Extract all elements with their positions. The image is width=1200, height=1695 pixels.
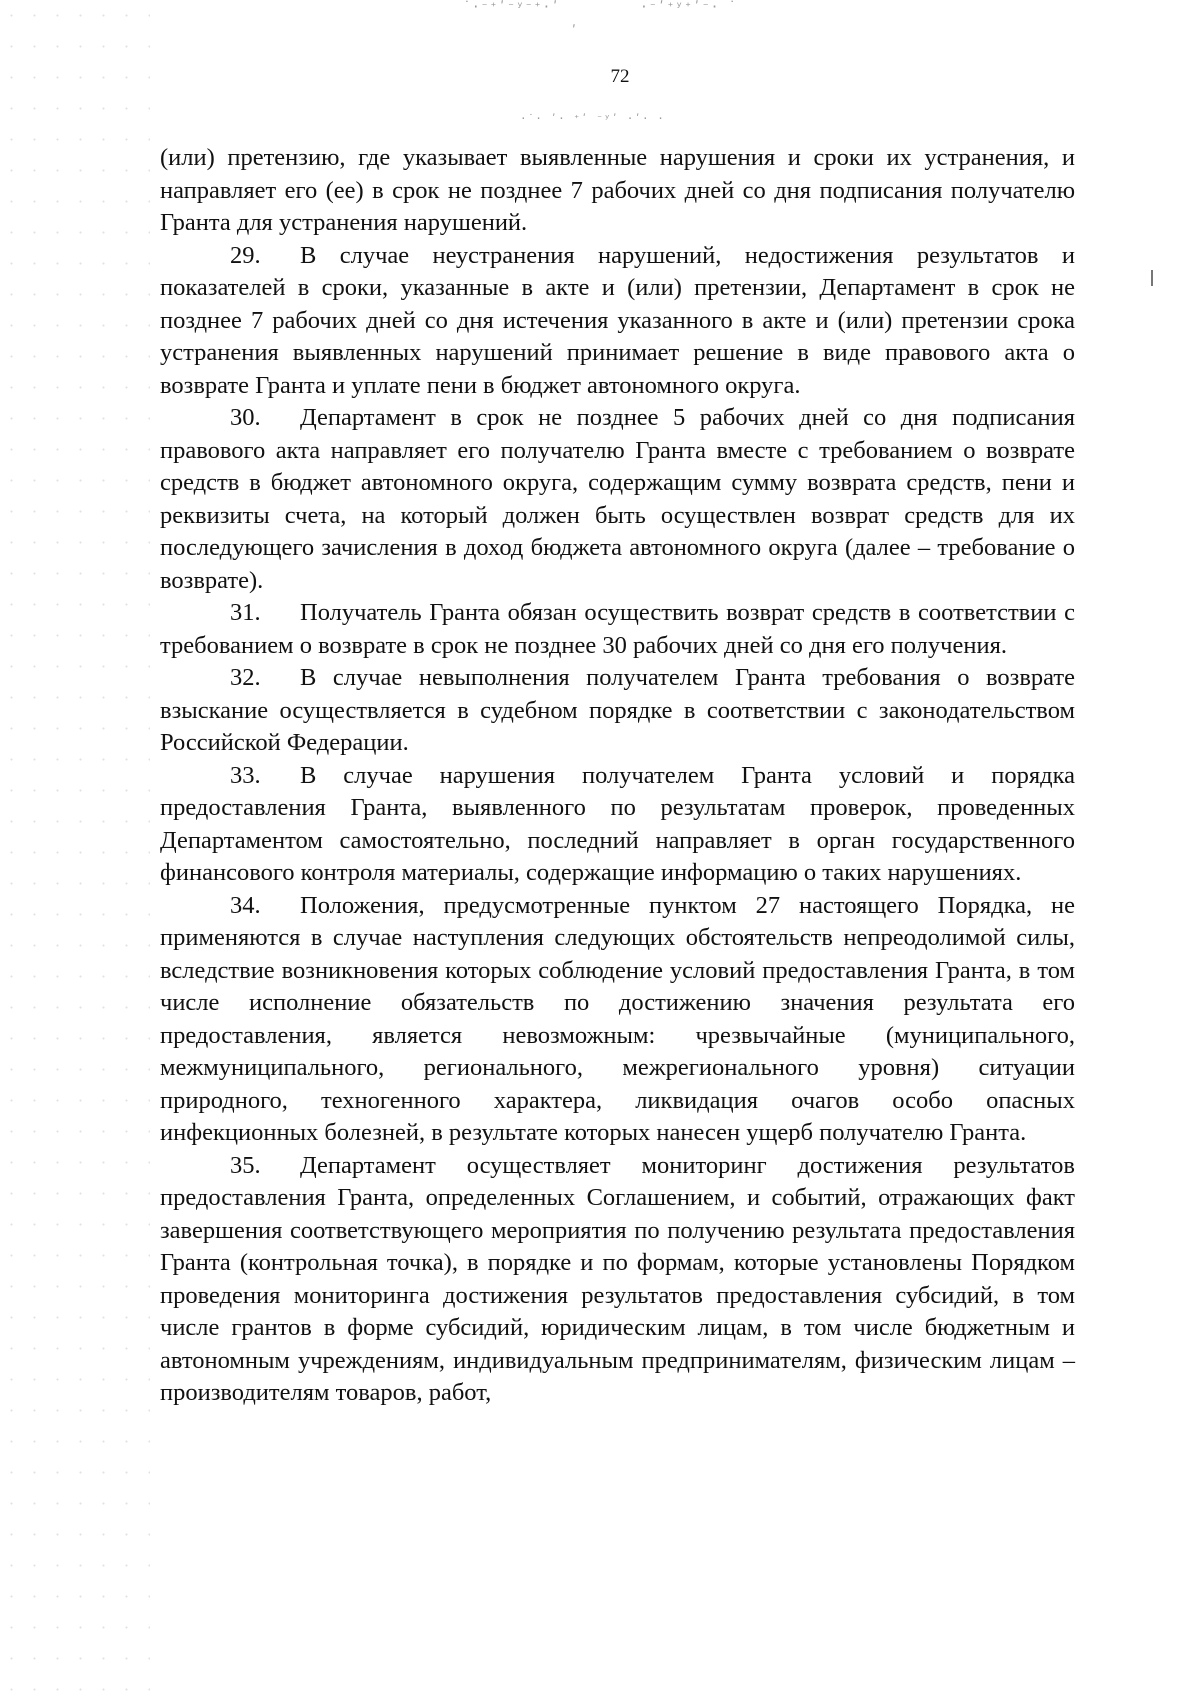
document-body	[160, 142, 1075, 1410]
scan-artifact	[1151, 270, 1153, 286]
paragraph-35	[160, 1150, 1075, 1410]
paragraph-text: Департамент осуществляет мониторинг достижения результатов предоставления Гранта, определенных Соглашением, и событий, отражающих факт завершения соответствующего мероприятия по получению результата предоставления Гранта (контрольная точка), в порядке и по формам, которые установлены Порядком проведения мониторинга достижения результатов предоставления субсидий, в том числе грантов в форме субсидий, юридическим лицам, в том числе бюджетным и автономным учреждениям, индивидуальным предпринимателям, физическим лицам – производителям товаров, работ,	[160, 1151, 1075, 1406]
paragraph-text: В случае неустранения нарушений, недостижения результатов и показателей в сроки, указанные в акте и (или) претензии, Департамент в срок не позднее 7 рабочих дней со дня истечения указанного в акте и (или) претензии срока устранения выявленных нарушений принимает решение в виде правового акта о возврате Гранта и уплате пени в бюджет автономного округа.	[160, 241, 1075, 399]
paragraph-text: Департамент в срок не позднее 5 рабочих дней со дня подписания правового акта направляет его получателю Гранта вместе с требованием о возврате средств в бюджет автономного округа, содержащим сумму возврата средств, пени и реквизиты счета, на который должен быть осуществлен возврат средств для их последующего зачисления в доход бюджета автономного округа (далее – требование о возврате).	[160, 404, 1075, 594]
scan-artifact: ˙·⁻⁺ʹ⁻ʸ⁻⁺·ʹ	[463, 0, 561, 15]
paragraph-number: 34.	[230, 891, 261, 919]
paragraph-text: Получатель Гранта обязан осуществить возврат средств в соответствии с требованием о возврате в срок не позднее 30 рабочих дней со дня его получения.	[160, 599, 1075, 659]
paragraph-text: В случае нарушения получателем Гранта условий и порядка предоставления Гранта, выявленного по результатам проверок, проведенных Департаментом самостоятельно, последний направляет в орган государственного финансового контроля материалы, содержащие информацию о таких нарушениях.	[160, 761, 1075, 886]
paragraph-number: 31.	[230, 599, 261, 626]
paragraph-continued	[160, 142, 1075, 240]
paragraph-number: 30.	[230, 404, 261, 431]
scan-artifact: ·⁻ʹ⁺ʸ⁺ʹ⁻· ˙	[640, 0, 738, 15]
paragraph-text: Положения, предусмотренные пунктом 27 настоящего Порядка, не применяются в случае наступления следующих обстоятельств непреодолимой силы, вследствие возникновения которых соблюдение условий предоставления Гранта, в том числе исполнение обязательств по достижению значения результата его предоставления, является невозможным: чрезвычайные (муниципального, межмуниципального, регионального, межрегионального уровня) ситуации природного, техногенного характера, ликвидация очагов особо опасных инфекционных болезней, в результате которых нанесен ущерб получателю Гранта.	[160, 891, 1075, 1146]
paragraph-number: 32.	[230, 664, 261, 691]
paragraph-34	[160, 890, 1075, 1150]
paragraph-29	[160, 240, 1075, 403]
scan-artifact: ʹ	[570, 24, 579, 39]
scan-artifact: ·˙· ʹ· ⁺ʹ ⁻ʸʹ ·ʹ· ·	[520, 112, 665, 125]
paragraph-31	[160, 597, 1075, 662]
paragraph-number: 33.	[230, 761, 261, 789]
paragraph-number: 35.	[230, 1151, 261, 1179]
paragraph-text: В случае невыполнения получателем Гранта требования о возврате взыскание осуществляется в судебном порядке в соответствии с законодательством Российской Федерации.	[160, 664, 1075, 756]
scan-edge-speckle	[0, 0, 150, 1695]
paragraph-32	[160, 662, 1075, 760]
page-number: 72	[610, 66, 630, 87]
paragraph-30	[160, 402, 1075, 597]
paragraph-number: 29.	[230, 241, 261, 269]
paragraph-33	[160, 760, 1075, 890]
paragraph-text: (или) претензию, где указывает выявленные нарушения и сроки их устранения, и направляет его (ее) в срок не позднее 7 рабочих дней со дня подписания получателю Гранта для устранения нарушений.	[160, 144, 1075, 236]
